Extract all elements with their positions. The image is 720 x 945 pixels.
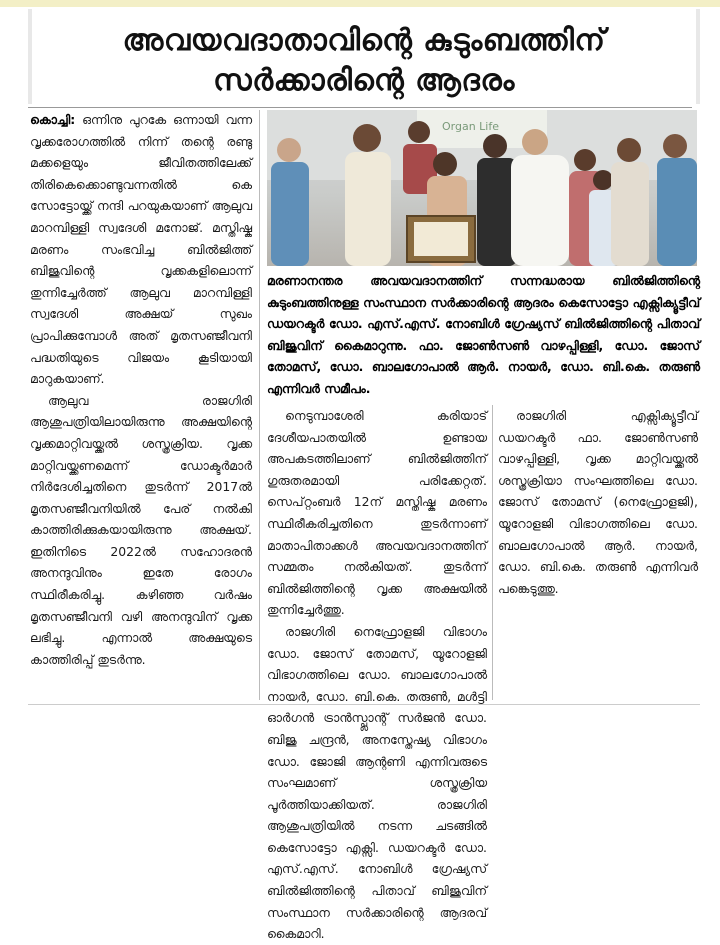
headline-box	[28, 9, 700, 104]
headline-divider	[28, 107, 692, 108]
headline-line-1: അവയവദാതാവിന്റെ കുടുംബത്തിന്	[122, 23, 606, 58]
banner-text: Organ Life	[442, 120, 500, 133]
dateline: കൊച്ചി:	[30, 112, 76, 127]
article-paragraph-1	[30, 109, 252, 390]
article-paragraph-3: നെടുമ്പാശേരി കരിയാട് ദേശീയപാതയിൽ ഉണ്ടായ അപകടത്തിലാണ് ബിൽജിത്തിന് ഗുരുതരമായി പരിക്കേറ്റത്. സെപ്റ്റംബർ 12ന് മസ്തിഷ്ക മരണം സ്ഥിരീകരിച്ചതിനെ തുടർന്നാണ് മാതാപിതാക്കൾ അവയവദാനത്തിന് സമ്മതം നൽകിയത്. തുടർന്ന് ബിൽജിത്തിന്റെ വൃക്ക അക്ഷയിൽ തുന്നിച്ചേർത്തു.	[267, 408, 487, 618]
article-column-3	[498, 405, 698, 599]
paragraph-1-text: ഒന്നിനു പുറകേ ഒന്നായി വന്ന വൃക്കരോഗത്തിൽ നിന്ന് തന്റെ രണ്ടു മക്കളെയും ജീവിതത്തിലേക്ക് തിരികെക്കൊണ്ടുവന്നതിൽ കെ സോട്ടോയ്ക്ക് നന്ദി പറയുകയാണ് ആലുവ മാറമ്പിള്ളി സ്വദേശി മനോജ്. മസ്തിഷ്ക മരണം സംഭവിച്ച ബിൽജിത്ത് ബിജുവിന്റെ വൃക്കകളിലൊന്ന് തുന്നിച്ചേർത്ത് ആലുവ മാറമ്പിള്ളി സ്വദേശി അക്ഷയ് സുഖം പ്രാപിക്കുമ്പോൾ അത് മൃതസഞ്ജീവനി പദ്ധതിയുടെ വിജയം കൂടിയായി മാറുകയാണ്.	[30, 112, 252, 387]
article-paragraph-2: ആലുവ രാജഗിരി ആശുപത്രിയിലായിരുന്നു അക്ഷയിന്റെ വൃക്കമാറ്റിവയ്ക്കൽ ശസ്ത്രക്രിയ. വൃക്ക മാറ്റിവയ്ക്കണമെന്ന് ഡോക്ടർമാർ നിർദേശിച്ചതിനെ തുടർന്ന് 2017ൽ മൃതസഞ്ജീവനിയിൽ പേര് നൽകി കാത്തിരിക്കുകയായിരുന്നു അക്ഷയ്. ഇതിനിടെ 2022ൽ സഹോദരൻ അനന്ദുവിനും ഇതേ രോഗം സ്ഥിരീകരിച്ചു. കഴിഞ്ഞ വർഷം മൃതസഞ്ജീവനി വഴി അനന്ദുവിന് വൃക്ക ലഭിച്ചു. എന്നാൽ അക്ഷയുടെ കാത്തിരിപ്പ് തുടർന്നു.	[30, 392, 252, 667]
photo-caption: മരണാനന്തര അവയവദാനത്തിന് സന്നദ്ധരായ ബിൽജിത്തിന്റെ കുടുംബത്തിനുള്ള സംസ്ഥാന സർക്കാരിന്റെ ആദരം കെസോട്ടോ എക്സിക്യൂട്ടീവ് ഡയറക്ടർ ഡോ. എസ്.എസ്. നോബിൾ ഗ്രേഷ്യസ് ബിൽജിത്തിന്റെ പിതാവ് ബിജുവിന് കൈമാറുന്നു. ഫാ. ജോൺസൺ വാഴപ്പിള്ളി, ഡോ. ജോസ് തോമസ്, ഡോ. ബാലഗോപാൽ ആർ. നായർ, ഡോ. ബി.കെ. തരുൺ എന്നിവർ സമീപം.	[267, 273, 700, 396]
article-paragraph-4: രാജഗിരി നെഫ്രോളജി വിഭാഗം ഡോ. ജോസ് തോമസ്, യൂറോളജി വിഭാഗത്തിലെ ഡോ. ബാലഗോപാൽ നായർ, ഡോ. ബി.കെ. തരുൺ, മൾട്ടി ഓർഗൻ ട്രാൻസ്പ്ലാന്റ് സർജൻ ഡോ. ബിജു ചന്ദ്രൻ, അനസ്തേഷ്യ വിഭാഗം ഡോ. ജോജി ആന്റണി എന്നിവരുടെ സംഘമാണ് ശസ്ത്രക്രിയ പൂർത്തിയാക്കിയത്. രാജഗിരി ആശുപത്രിയിൽ നടന്ന ചടങ്ങിൽ കെസോട്ടോ എക്സി. ഡയറക്ടർ ഡോ. എസ്.എസ്. നോബിൾ ഗ്രേഷ്യസ് ബിൽജിത്തിന്റെ പിതാവ് ബിജുവിന് സംസ്ഥാന സർക്കാരിന്റെ ആദരവ് കൈമാറി.	[267, 623, 487, 942]
headline-line-2: സർക്കാരിന്റെ ആദരം	[213, 63, 515, 98]
top-color-band	[0, 0, 720, 7]
article-paragraph-5: രാജഗിരി എക്സിക്യൂട്ടീവ് ഡയറക്ടർ ഫാ. ജോൺസൺ വാഴപ്പിള്ളി, വൃക്ക മാറ്റിവയ്ക്കൽ ശസ്ത്രക്രിയാ സംഘത്തിലെ ഡോ. ജോസ് തോമസ് (നെഫ്രോളജി), യൂറോളജി വിഭാഗത്തിലെ ഡോ. ബാലഗോപാൽ ആർ. നായർ, ഡോ. ബി.കെ. തരുൺ എന്നിവർ പങ്കെടുത്തു.	[498, 408, 698, 596]
article-column-1	[30, 109, 252, 670]
article-column-2	[267, 405, 487, 945]
column-rule-1	[259, 110, 260, 700]
bottom-rule	[28, 704, 700, 705]
ceremony-photo-illustration	[267, 110, 697, 266]
column-rule-2	[492, 405, 493, 700]
ceremony-photo	[267, 110, 697, 266]
